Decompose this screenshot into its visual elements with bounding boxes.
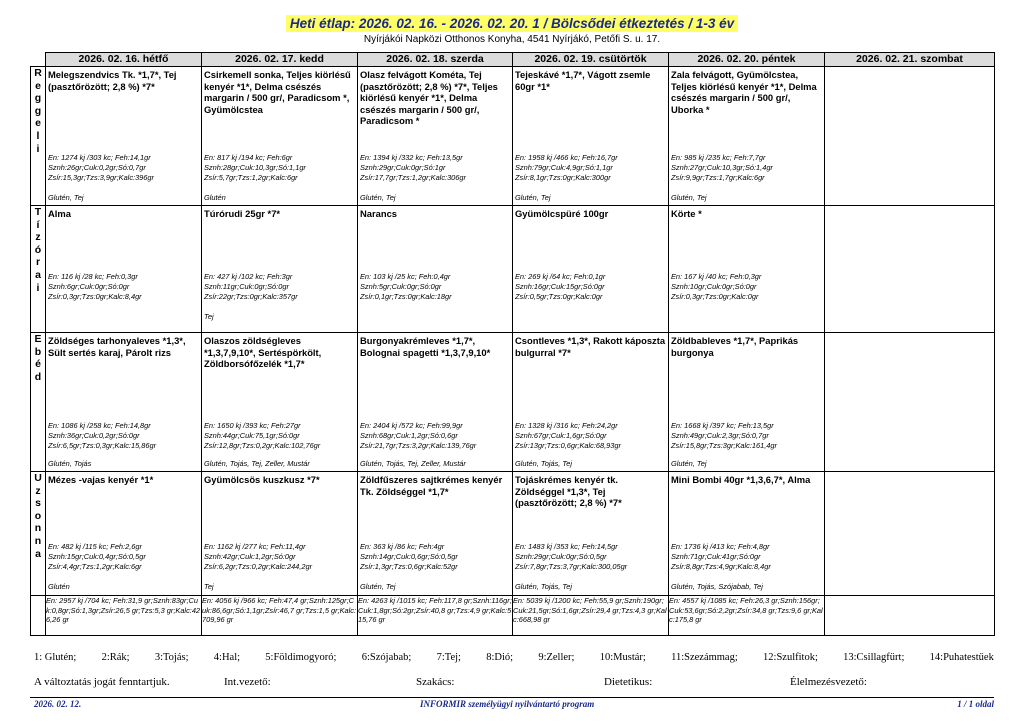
meal-label-letter: e <box>35 79 41 92</box>
meal-row-ebed <box>31 333 995 472</box>
dish-name: Körte * <box>671 208 702 219</box>
allergen-list: Glutén, Tej <box>360 193 396 202</box>
day-header-sat: 2026. 02. 21. szombat <box>825 53 995 67</box>
totals-corner <box>31 596 46 636</box>
allergen-list: Glutén, Tej <box>48 193 84 202</box>
dish-name: Melegszendvics Tk. *1,7*, Tej (pasztőrözött; 2,8 %) *7* <box>48 69 177 92</box>
nutrition-info: En: 363 kj /86 kc; Feh:4gr Sznh:14gr;Cuk:0,6gr;Só:0,5gr Zsír:1,3gr;Tzs:0,6gr;Kalc:52gr <box>360 542 458 571</box>
meal-label-letter: n <box>34 522 42 535</box>
nutrition-info: En: 985 kj /235 kc; Feh:7,7gr Sznh:27gr;Cuk:10,3gr;Só:1,4gr Zsír:9,9gr;Tzs:1,7gr;Kalc:6gr <box>671 153 773 182</box>
nutrition-info: En: 116 kj /28 kc; Feh:0,3gr Sznh:6gr;Cuk:0gr;Só:0gr Zsír:0,3gr;Tzs:0gr;Kalc:8,4gr <box>48 272 142 301</box>
meal-label-letter: R <box>34 67 42 79</box>
meal-label-tizorai <box>31 206 46 333</box>
kitchen-address: Nyírjákói Napközi Otthonos Konyha, 4541 Nyírjákó, Petőfi S. u. 17. <box>363 34 661 45</box>
menu-cell-mon <box>46 206 202 333</box>
legend-item: 10:Mustár; <box>599 652 646 663</box>
meal-label-letter: z <box>35 231 41 244</box>
meal-label-letter: e <box>35 117 41 130</box>
footer-divider <box>30 697 994 698</box>
daily-total: En: 4263 kj /1015 kc; Feh:117,8 gr;Sznh:116gr;Cuk:1,8gr;Só:2gr;Zsír:40,8 gr;Tzs:4,9 gr;Kalc:515,76 gr <box>358 596 513 636</box>
allergen-list: Tej <box>204 312 214 321</box>
meal-label-letter: d <box>34 370 42 383</box>
menu-cell-sat <box>825 333 995 472</box>
menu-cell-fri <box>669 67 825 206</box>
dish-name: Burgonyakrémleves *1,7*, Bolognai spagetti *1,3,7,9,10* <box>360 335 491 358</box>
menu-cell-tue <box>202 206 358 333</box>
nutrition-info: En: 1483 kj /353 kc; Feh:14,5gr Sznh:29gr;Cuk:0gr;Só:0,5gr Zsír:7,8gr;Tzs:3,7gr;Kalc:300,05gr <box>515 542 628 571</box>
nutrition-info: En: 1958 kj /466 kc; Feh:16,7gr Sznh:79gr;Cuk:4,9gr;Só:1,1gr Zsír:8,1gr;Tzs:0gr;Kalc:300gr <box>515 153 618 182</box>
day-header-thu: 2026. 02. 19. csütörtök <box>513 53 669 67</box>
day-header-fri: 2026. 02. 20. péntek <box>669 53 825 67</box>
menu-cell-thu <box>513 67 669 206</box>
allergen-list: Glutén, Tej <box>515 193 551 202</box>
menu-cell-wed <box>358 67 513 206</box>
header-corner <box>31 53 46 67</box>
menu-cell-sat <box>825 206 995 333</box>
nutrition-info: En: 1736 kj /413 kc; Feh:4,8gr Sznh:71gr;Cuk:41gr;Só:0gr Zsír:8,8gr;Tzs:4,9gr;Kalc:8,4gr <box>671 542 771 571</box>
nutrition-info: En: 427 kj /102 kc; Feh:3gr Sznh:11gr;Cuk:0gr;Só:0gr Zsír:22gr;Tzs:0gr;Kalc:357gr <box>204 272 298 301</box>
meal-label-reggeli <box>31 67 46 206</box>
menu-cell-fri <box>669 472 825 596</box>
day-header-mon: 2026. 02. 16. hétfő <box>46 53 202 67</box>
nutrition-info: En: 1650 kj /393 kc; Feh:27gr Sznh:44gr;Cuk:75,1gr;Só:0gr Zsír:12,8gr;Tzs:0,2gr;Kalc:102,76gr <box>204 421 321 450</box>
dish-name: Túrórudi 25gr *7* <box>204 208 281 219</box>
dish-name: Olasz felvágott Kométa, Tej (pasztőrözött; 2,8 %) *7*, Teljes kiörlésű kenyér *1*, Delma csészés margarin / 500 gr/, Paradicsom * <box>360 69 498 127</box>
szakacs-label: Szakács: <box>416 676 455 688</box>
legend-item: 6:Szójabab; <box>361 652 412 663</box>
menu-cell-sat <box>825 472 995 596</box>
nutrition-info: En: 269 kj /64 kc; Feh:0,1gr Sznh:16gr;Cuk:15gr;Só:0gr Zsír:0,5gr;Tzs:0gr;Kalc:0gr <box>515 272 606 301</box>
legend-item: 8:Dió; <box>486 652 514 663</box>
allergen-list: Glutén, Tej <box>671 193 707 202</box>
meal-label-letter: é <box>35 358 41 371</box>
dietetikus-label: Dietetikus: <box>604 676 653 688</box>
meal-label-letter: o <box>34 509 42 522</box>
dish-name: Mézes -vajas kenyér *1* <box>48 474 154 485</box>
print-date: 2026. 02. 12. <box>34 699 82 709</box>
allergen-list: Glutén, Tojás, Tej, Zeller, Mustár <box>360 459 466 468</box>
dish-name: Csirkemell sonka, Teljes kiörlésű kenyér *1*, Delma csészés margarin / 500 gr/, Paradicsom *, Gyümölcstea <box>204 69 351 115</box>
allergen-list: Glutén, Tej <box>360 582 396 591</box>
legend-item: 9:Zeller; <box>538 652 575 663</box>
meal-label-letter: U <box>34 472 42 484</box>
meal-label-letter: g <box>34 92 42 105</box>
meal-label-uzsonna <box>31 472 46 596</box>
elelmezesvezeto-label: Élelmezésvezető: <box>790 676 867 688</box>
menu-cell-tue <box>202 67 358 206</box>
legend-item: 3:Tojás; <box>154 652 189 663</box>
menu-cell-mon <box>46 472 202 596</box>
meal-label-ebed <box>31 333 46 472</box>
menu-cell-fri <box>669 333 825 472</box>
nutrition-info: En: 1394 kj /332 kc; Feh:13,5gr Sznh:29gr;Cuk:0gr;Só:1gr Zsír:17,7gr;Tzs:1,2gr;Kalc:306gr <box>360 153 466 182</box>
dish-name: Csontleves *1,3*, Rakott káposzta bulgurral *7* <box>515 335 666 358</box>
program-name: INFORMIR személyügyi nyilvántartó program <box>420 699 595 709</box>
nutrition-info: En: 1668 kj /397 kc; Feh:13,5gr Sznh:49gr;Cuk:2,3gr;Só:0,7gr Zsír:15,8gr;Tzs:3gr;Kalc:161,4gr <box>671 421 777 450</box>
int-vezeto-label: Int.vezető: <box>224 676 271 688</box>
nutrition-info: En: 482 kj /115 kc; Feh:2,6gr Sznh:15gr;Cuk:0,4gr;Só:0,5gr Zsír:4,4gr;Tzs:1,2gr;Kalc:6gr <box>48 542 146 571</box>
allergen-list: Glutén <box>204 193 226 202</box>
legend-item: 7:Tej; <box>436 652 461 663</box>
meal-label-letter: z <box>35 484 41 497</box>
page-number: 1 / 1 oldal <box>957 699 994 709</box>
meal-row-uzsonna <box>31 472 995 596</box>
meal-label-letter: r <box>35 256 41 269</box>
daily-total <box>825 596 995 636</box>
menu-cell-thu <box>513 206 669 333</box>
dish-name: Zöldséges tarhonyaleves *1,3*, Sült sertés karaj, Párolt rizs <box>48 335 186 358</box>
meal-row-reggeli <box>31 67 995 206</box>
meal-label-letter: i <box>36 142 40 155</box>
daily-total: En: 4557 kj /1085 kc; Feh:26,3 gr;Sznh:156gr;Cuk:53,6gr;Só:2,2gr;Zsír:34,8 gr;Tzs:9,6 gr;Kalc:175,8 gr <box>669 596 825 636</box>
nutrition-info: En: 103 kj /25 kc; Feh:0,4gr Sznh:5gr;Cuk:0gr;Só:0gr Zsír:0,1gr;Tzs:0gr;Kalc:18gr <box>360 272 452 301</box>
weekly-menu-table <box>30 52 995 636</box>
nutrition-info: En: 1328 kj /316 kc; Feh:24,2gr Sznh:67gr;Cuk:1,6gr;Só:0gr Zsír:13gr;Tzs:0,6gr;Kalc:68,93gr <box>515 421 621 450</box>
menu-cell-thu <box>513 472 669 596</box>
allergen-legend <box>34 652 994 663</box>
nutrition-info: En: 1274 kj /303 kc; Feh:14,1gr Sznh:26gr;Cuk:0,2gr;Só:0,7gr Zsír:15,3gr;Tzs:3,9gr;Kalc:396gr <box>48 153 154 182</box>
meal-label-letter: ó <box>34 243 42 256</box>
menu-title: Heti étlap: 2026. 02. 16. - 2026. 02. 20. 1 / Bölcsődei étkeztetés / 1-3 év <box>286 15 738 32</box>
meal-label-letter: T <box>34 206 42 218</box>
meal-label-letter: a <box>35 547 41 560</box>
legend-item: 5:Földimogyoró; <box>265 652 337 663</box>
menu-cell-sat <box>825 67 995 206</box>
day-header-tue: 2026. 02. 17. kedd <box>202 53 358 67</box>
menu-cell-wed <box>358 333 513 472</box>
legend-item: 13:Csillagfürt; <box>843 652 905 663</box>
allergen-list: Tej <box>204 582 214 591</box>
menu-title-block <box>0 15 1024 46</box>
menu-cell-wed <box>358 206 513 333</box>
meal-label-letter: i <box>36 281 40 294</box>
menu-cell-mon <box>46 67 202 206</box>
allergen-list: Glutén, Tojás, Tej <box>515 582 572 591</box>
nutrition-info: En: 2404 kj /572 kc; Feh:99,9gr Sznh:68gr;Cuk:1,2gr;Só:0,6gr Zsír:21,7gr;Tzs:3,2gr;Kalc:139,76gr <box>360 421 477 450</box>
totals-row <box>31 596 995 636</box>
menu-cell-thu <box>513 333 669 472</box>
allergen-list: Glutén, Tojás, Tej, Zeller, Mustár <box>204 459 310 468</box>
daily-total: En: 5039 kj /1200 kc; Feh:55,9 gr;Sznh:190gr;Cuk:21,5gr;Só:1,6gr;Zsír:29,4 gr;Tzs:4,3 gr;Kalc:668,98 gr <box>513 596 669 636</box>
allergen-list: Glutén, Tej <box>671 459 707 468</box>
legend-item: 11:Szezámmag; <box>671 652 738 663</box>
allergen-list: Glutén, Tojás, Szójabab, Tej <box>671 582 763 591</box>
menu-cell-fri <box>669 206 825 333</box>
menu-cell-tue <box>202 472 358 596</box>
nutrition-info: En: 167 kj /40 kc; Feh:0,3gr Sznh:10gr;Cuk:0gr;Só:0gr Zsír:0,3gr;Tzs:0gr;Kalc:0gr <box>671 272 762 301</box>
meal-label-letter: l <box>36 129 40 142</box>
meal-label-letter: a <box>35 268 41 281</box>
dish-name: Narancs <box>360 208 398 219</box>
menu-cell-mon <box>46 333 202 472</box>
legend-item: 1: Glutén; <box>34 652 77 663</box>
allergen-list: Glutén, Tojás <box>48 459 92 468</box>
dish-name: Zöldfűszeres sajtkrémes kenyér Tk. Zöldséggel *1,7* <box>360 474 503 497</box>
legend-item: 4:Hal; <box>213 652 241 663</box>
dish-name: Gyümölcsös kuszkusz *7* <box>204 474 320 485</box>
meal-label-letter: s <box>35 497 41 510</box>
allergen-list: Glutén <box>48 582 70 591</box>
dish-name: Gyümölcspüré 100gr <box>515 208 609 219</box>
daily-total: En: 2957 kj /704 kc; Feh:31,9 gr;Sznh:83gr;Cuk:0,8gr;Só:1,3gr;Zsír:26,5 gr;Tzs:5,3 gr;Kalc:426,26 gr <box>46 596 202 636</box>
legend-item: 14:Puhatestűek <box>929 652 994 663</box>
legend-item: 2:Rák; <box>101 652 130 663</box>
meal-label-letter: n <box>34 534 42 547</box>
dish-name: Mini Bombi 40gr *1,3,6,7*, Alma <box>671 474 811 485</box>
meal-row-tizorai <box>31 206 995 333</box>
dish-name: Alma <box>48 208 71 219</box>
menu-cell-wed <box>358 472 513 596</box>
dish-name: Tejeskávé *1,7*, Vágott zsemle 60gr *1* <box>515 69 651 92</box>
dish-name: Tojáskrémes kenyér tk. Zöldséggel *1,3*, Tej (pasztőrözött; 2,8 %) *7* <box>515 474 622 509</box>
allergen-list: Glutén, Tojás, Tej <box>515 459 572 468</box>
daily-total: En: 4056 kj /966 kc; Feh:47,4 gr;Sznh:125gr;Cuk:86,6gr;Só:1,1gr;Zsír:46,7 gr;Tzs:1,5 gr;Kalc:709,96 gr <box>202 596 358 636</box>
day-header-row <box>31 53 995 67</box>
legend-item: 12:Szulfitok; <box>763 652 818 663</box>
menu-cell-tue <box>202 333 358 472</box>
meal-label-letter: g <box>34 104 42 117</box>
dish-name: Zöldbableves *1,7*, Paprikás burgonya <box>671 335 799 358</box>
day-header-wed: 2026. 02. 18. szerda <box>358 53 513 67</box>
disclaimer-text: A változtatás jogát fenntartjuk. <box>34 676 170 688</box>
meal-label-letter: í <box>36 218 40 231</box>
meal-label-letter: E <box>34 333 42 345</box>
meal-label-letter: b <box>34 345 42 358</box>
dish-name: Olaszos zöldségleves *1,3,7,9,10*, Sertéspörkölt, Zöldborsófőzelék *1,7* <box>204 335 322 370</box>
nutrition-info: En: 1086 kj /258 kc; Feh:14,8gr Sznh:36gr;Cuk:0,2gr;Só:0gr Zsír:6,5gr;Tzs:0,3gr;Kalc:15,86gr <box>48 421 157 450</box>
nutrition-info: En: 1162 kj /277 kc; Feh:11,4gr Sznh:42gr;Cuk:1,2gr;Só:0gr Zsír:6,2gr;Tzs:0,2gr;Kalc:244,2gr <box>204 542 313 571</box>
nutrition-info: En: 817 kj /194 kc; Feh:6gr Sznh:28gr;Cuk:10,3gr;Só:1,1gr Zsír:5,7gr;Tzs:1,2gr;Kalc:6gr <box>204 153 306 182</box>
dish-name: Zala felvágott, Gyümölcstea, Teljes kiörlésű kenyér *1*, Delma csészés margarin / 500 gr/, Uborka * <box>671 69 817 115</box>
